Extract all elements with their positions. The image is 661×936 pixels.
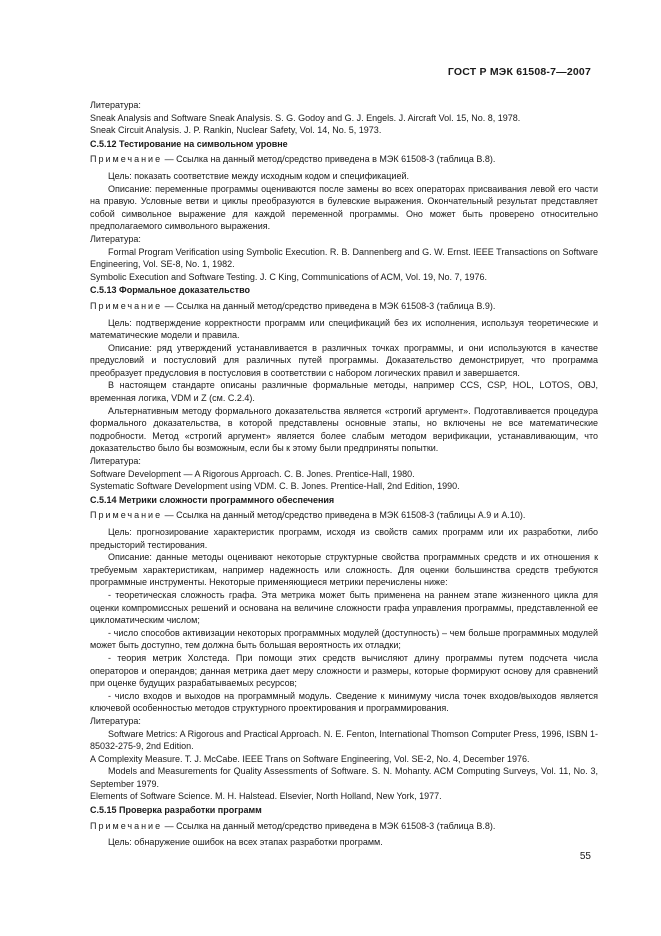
body-line: Symbolic Execution and Software Testing. J. C King, Communications of ACM, Vol. 19, No. 7, 1976. (90, 271, 488, 282)
body-line: Литература: (90, 100, 141, 110)
body-line: Sneak Circuit Analysis. J. P. Rankin, Nuclear Safety, Vol. 14, No. 5, 1973. (90, 125, 382, 136)
body-paragraph: Software Metrics: A Rigorous and Practical Approach. N. E. Fenton, International Thomson Computer Press, 1996, ISBN 1-85032-275-9, 2nd Edition. (90, 728, 598, 752)
body-paragraph: Цель: показать соответствие между исходным кодом и спецификацией. (108, 170, 409, 181)
note-text: — Ссылка на данный метод/средство приведена в МЭК 61508-3 (таблица В.8). (162, 820, 496, 831)
body-line: Литература: (90, 715, 141, 726)
section-heading: С.5.14 Метрики сложности программного обеспечения (90, 494, 335, 505)
body-paragraph: - число способов активизации некоторых программных модулей (доступность) – чем больше программных модулей может быть доступно, тем должна быть большая вероятность их отладки; (90, 627, 598, 651)
body-paragraph: Цель: подтверждение корректности программ или спецификаций без их исполнения, используя теоретические и математические модели и правила. (90, 317, 598, 341)
note-paragraph (90, 153, 598, 166)
note-lead: Примечание (90, 154, 163, 165)
document-header: ГОСТ Р МЭК 61508-7—2007 (447, 66, 591, 78)
note-lead: Примечание (90, 300, 163, 311)
page-body (90, 99, 598, 849)
body-paragraph: Альтернативным методу формального доказательства является «строгий аргумент». Подготавливается процедура формального доказательства, в которой представлены основные этапы, но включены не все математические подробности. Метод «строгий аргумент» является более слабым методом верификации, устанавливающим, что доказательство было бы возможным, если бы к этому были предприняты попытки. (90, 405, 598, 454)
body-line: Литература: (90, 233, 141, 244)
body-paragraph: - теоретическая сложность графа. Эта метрика может быть применена на раннем этапе жизненного цикла для оценки компромиссных решений и основана на величине сложности графа управления программы, представленной ее цикломатическим числом; (90, 589, 598, 626)
body-paragraph: Описание: данные методы оценивают некоторые структурные свойства программных средств и их отношения к требуемым характеристикам, например надежность или сложность. Для оценки большинства средств требуются программные инструменты. Некоторые применяющиеся метрики перечислены ниже: (90, 552, 598, 588)
body-paragraph: Цель: обнаружение ошибок на всех этапах разработки программ. (108, 837, 383, 848)
note-text: — Ссылка на данный метод/средство приведена в МЭК 61508-3 (таблицы А.9 и А.10). (162, 510, 526, 521)
body-paragraph: Models and Measurements for Quality Assessments of Software. S. N. Mohanty. ACM Computing Surveys, Vol. 11, No. 3, September 1979. (90, 766, 598, 789)
body-paragraph: Описание: переменные программы оцениваются после замены во всех операторах присваивания левой его части на правую. Условные ветви и циклы преобразуются в булевские выражения. Окончательный результат представляет собой символьное выражение для каждой переменной программы. Оно может быть проверено относительно предполагаемого символьного выражения. (90, 183, 598, 232)
body-paragraph: Описание: ряд утверждений устанавливается в различных точках программы, и они используются в качестве предусловий и постусловий для различных путей программы. Доказательство демонстрирует, что программа преобразует предусловия в постусловия в соответствии с набором логических правил и завершается. (90, 342, 598, 378)
body-paragraph: В настоящем стандарте описаны различные формальные методы, например CCS, CSP, HOL, LOTOS, OBJ, временная логика, VDM и Z (см. С.2.4). (90, 380, 598, 404)
note-text: — Ссылка на данный метод/средство приведена в МЭК 61508-3 (таблица В.9). (162, 300, 496, 311)
note-paragraph (90, 509, 598, 522)
body-paragraph: Цель: прогнозирование характеристик программ, исходя из свойств самих программ или их разработки, либо предысторий тестирования. (90, 527, 598, 550)
body-line: Systematic Software Development using VDM. C. B. Jones. Prentice-Hall, 2nd Edition, 1990. (90, 481, 460, 492)
section-heading: С.5.13 Формальное доказательство (90, 285, 250, 296)
note-lead: Примечание (90, 510, 163, 521)
body-line: Sneak Analysis and Software Sneak Analysis. S. G. Godoy and G. J. Engels. J. Aircraft Vol. 15, No. 8, 1978. (90, 112, 521, 123)
body-paragraph: - число входов и выходов на программный модуль. Сведение к минимуму числа точек входов/выходов является ключевой особенностью методов структурного проектирования и программирования. (90, 690, 598, 714)
body-paragraph: - теория метрик Холстеда. При помощи этих средств вычисляют длину программы путем подсчета числа операторов и операндов; данная метрика дает меру сложности и размеры, которые формируют основу для сравнений при оценке будущих разрабатываемых ресурсов; (90, 652, 598, 689)
body-paragraph: Formal Program Verification using Symbolic Execution. R. B. Dannenberg and G. W. Ernst. IEEE Transactions on Software Engineering, Vol. SE-8, No. 1, 1982. (90, 246, 598, 270)
body-line: Литература: (90, 456, 141, 467)
note-lead: Примечание (90, 820, 163, 831)
note-paragraph (90, 300, 598, 313)
note-text: — Ссылка на данный метод/средство приведена в МЭК 61508-3 (таблица В.8). (162, 154, 496, 165)
section-heading: С.5.15 Проверка разработки программ (90, 805, 262, 816)
section-heading: С.5.12 Тестирование на символьном уровне (90, 138, 288, 149)
body-line: A Complexity Measure. T. J. McCabe. IEEE Trans on Software Engineering, Vol. SE-2, No. 4, December 1976. (90, 753, 530, 764)
body-line: Software Development — A Rigorous Approach. C. B. Jones. Prentice-Hall, 1980. (90, 468, 415, 479)
page-number: 55 (579, 851, 591, 862)
body-line: Elements of Software Science. M. H. Halstead. Elsevier, North Holland, New York, 1977. (90, 791, 442, 802)
note-paragraph (90, 820, 598, 833)
